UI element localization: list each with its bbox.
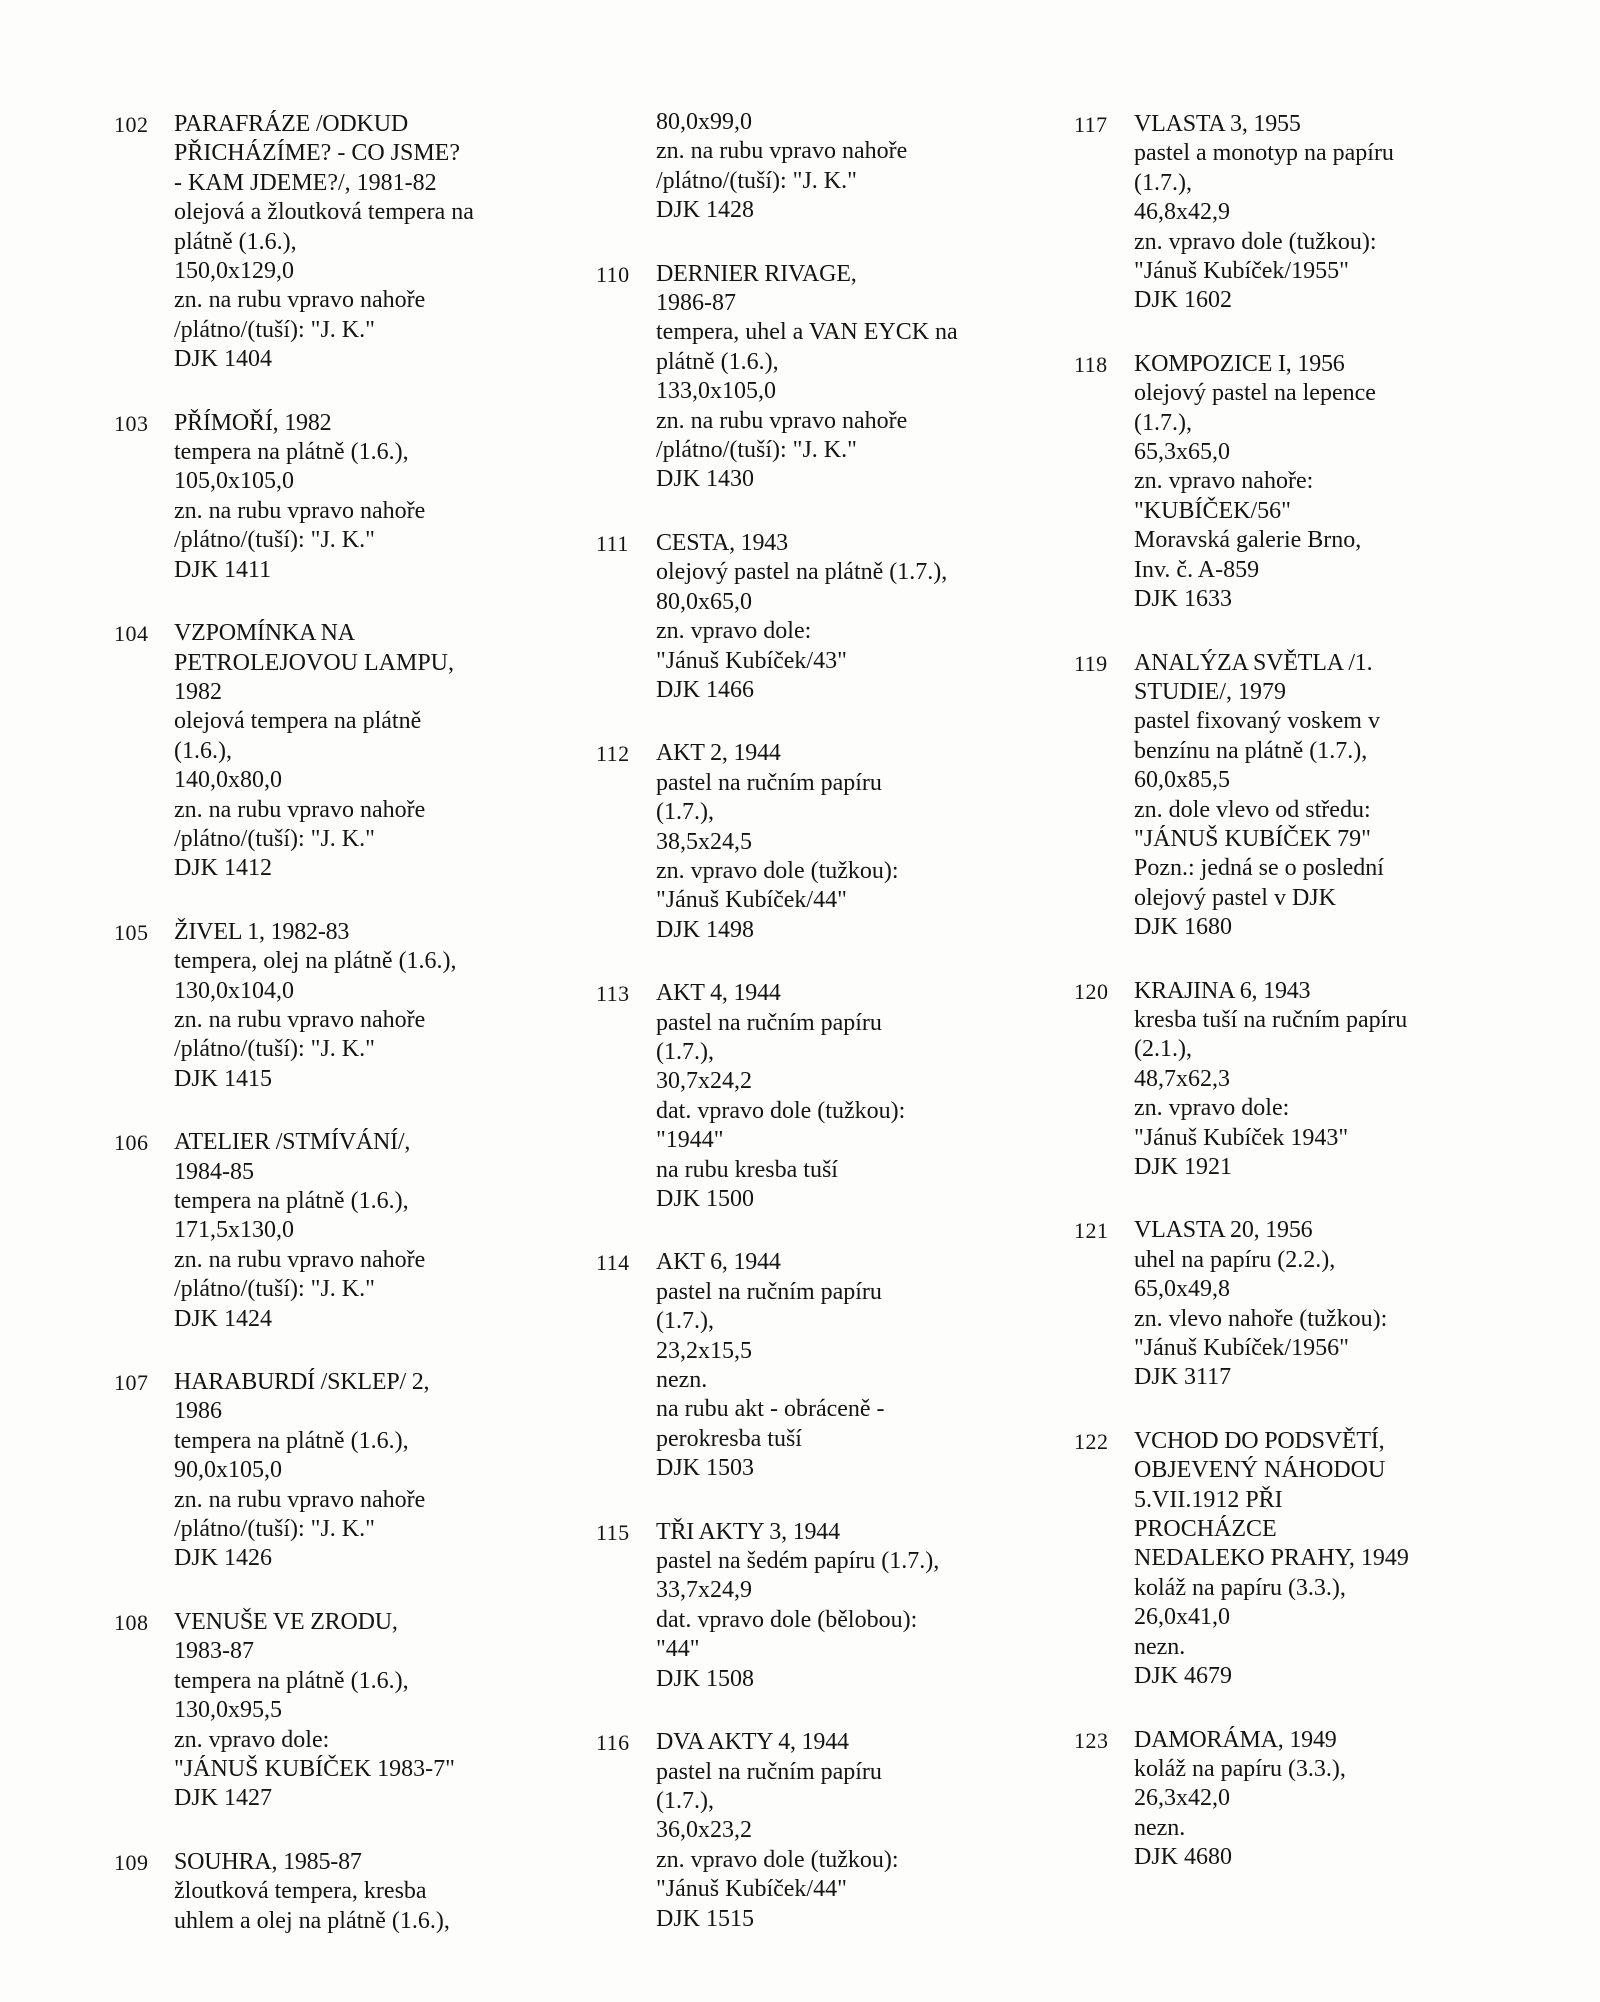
- entry-line: nezn.: [1134, 1633, 1186, 1660]
- entry-line: 1986: [174, 1398, 222, 1425]
- entry-line: 80,0x99,0: [656, 109, 752, 135]
- entry-line: (1.7.),: [1134, 409, 1192, 436]
- entry-number: 105: [114, 919, 149, 945]
- entry-line: 105,0x105,0: [174, 468, 294, 495]
- column-2: [596, 110, 1036, 1968]
- entry-number: 109: [114, 1849, 149, 1875]
- entry-line: /plátno/(tuší): "J. K.": [174, 1276, 375, 1303]
- entry-line: zn. vpravo dole (tužkou):: [1134, 228, 1377, 255]
- entry-title: DERNIER RIVAGE,: [656, 260, 857, 287]
- entry-title: VLASTA 3, 1955: [1134, 111, 1301, 137]
- entry-line: "44": [656, 1636, 700, 1663]
- entry-line: /plátno/(tuší): "J. K.": [174, 1036, 375, 1063]
- catalogue-entry: [1074, 649, 1514, 943]
- entry-line: perokresba tuší: [656, 1425, 802, 1452]
- entry-number: 114: [596, 1250, 630, 1276]
- entry-line: zn. na rubu vpravo nahoře: [174, 1246, 426, 1273]
- entry-line: DJK 1633: [1134, 586, 1233, 613]
- entry-line: zn. na rubu vpravo nahoře: [174, 1006, 426, 1033]
- entry-line: pastel na ručním papíru: [656, 769, 882, 796]
- entry-line: 33,7x24,9: [656, 1577, 752, 1604]
- entry-number: 116: [596, 1730, 630, 1756]
- entry-line: tempera na plátně (1.6.),: [174, 439, 409, 466]
- entry-line: DJK 3117: [1134, 1364, 1232, 1391]
- catalogue-entry: [596, 739, 1036, 945]
- entry-line: (1.7.),: [656, 1038, 714, 1065]
- entry-line: 150,0x129,0: [174, 258, 294, 285]
- entry-line: "Jánuš Kubíček/43": [656, 647, 847, 674]
- entry-line: 90,0x105,0: [174, 1457, 282, 1484]
- catalogue-entry: [1074, 1726, 1514, 1873]
- catalogue-entry: [596, 1728, 1036, 1934]
- entry-line: na rubu kresba tuší: [656, 1156, 838, 1183]
- entry-number: 118: [1074, 351, 1108, 377]
- entry-line: PROCHÁZCE: [1134, 1516, 1277, 1543]
- entry-line: pastel na ručním papíru: [656, 1278, 882, 1305]
- entry-line: OBJEVENÝ NÁHODOU: [1134, 1457, 1386, 1484]
- entry-line: DJK 1412: [174, 855, 273, 882]
- entry-line: zn. na rubu vpravo nahoře: [174, 287, 426, 314]
- entry-line: 60,0x85,5: [1134, 767, 1230, 794]
- entry-number: 102: [114, 112, 149, 137]
- entry-line: 80,0x65,0: [656, 588, 752, 615]
- entry-title: HARABURDÍ /SKLEP/ 2,: [174, 1369, 430, 1396]
- entry-line: (2.1.),: [1134, 1036, 1192, 1063]
- entry-title: PŘÍMOŘÍ, 1982: [174, 409, 332, 436]
- entry-line: na rubu akt - obráceně -: [656, 1396, 885, 1423]
- catalogue-entry: [114, 1128, 554, 1334]
- entry-title: DAMORÁMA, 1949: [1134, 1726, 1337, 1753]
- entry-title: VZPOMÍNKA NA: [174, 620, 355, 647]
- entry-line: "KUBÍČEK/56": [1134, 497, 1291, 524]
- entry-line: 65,3x65,0: [1134, 439, 1230, 466]
- catalogue-entry: [114, 918, 554, 1094]
- catalogue-entry: [114, 110, 554, 375]
- entry-line: zn. vpravo dole (tužkou):: [656, 1846, 899, 1873]
- catalogue-entry: [1074, 1216, 1514, 1392]
- entry-number: 117: [1074, 112, 1108, 137]
- entry-number: 122: [1074, 1428, 1109, 1454]
- entry-title: KRAJINA 6, 1943: [1134, 977, 1311, 1004]
- entry-number: 110: [596, 261, 630, 287]
- entry-title: VLASTA 20, 1956: [1134, 1217, 1313, 1244]
- entry-line: 140,0x80,0: [174, 767, 282, 794]
- entry-title: VCHOD DO PODSVĚTÍ,: [1134, 1427, 1385, 1454]
- entry-line: 30,7x24,2: [656, 1068, 752, 1095]
- entry-line: tempera na plátně (1.6.),: [174, 1667, 409, 1694]
- entry-line: olejová a žloutková tempera na: [174, 199, 474, 226]
- entry-line: DJK 1515: [656, 1905, 755, 1932]
- entry-line: - KAM JDEME?/, 1981-82: [174, 169, 437, 196]
- entry-line: DJK 1500: [656, 1186, 755, 1212]
- entry-title: AKT 6, 1944: [656, 1249, 781, 1276]
- entry-line: "Jánuš Kubíček/1955": [1134, 258, 1349, 285]
- entry-line: 38,5x24,5: [656, 828, 752, 855]
- entry-title: CESTA, 1943: [656, 529, 788, 556]
- entry-line: PŘICHÁZÍME? - CO JSME?: [174, 140, 460, 167]
- entry-line: olejový pastel na lepence: [1134, 380, 1376, 407]
- entry-line: 1983-87: [174, 1638, 254, 1665]
- entry-line: zn. na rubu vpravo nahoře: [174, 796, 426, 823]
- entry-line: /plátno/(tuší): "J. K.": [656, 167, 857, 194]
- entry-title: KOMPOZICE I, 1956: [1134, 350, 1345, 377]
- entry-line: plátně (1.6.),: [174, 228, 297, 255]
- entry-line: benzínu na plátně (1.7.),: [1134, 737, 1368, 764]
- entry-line: zn. vpravo dole:: [656, 618, 812, 645]
- entry-line: DJK 1921: [1134, 1154, 1233, 1180]
- entry-title: ANALÝZA SVĚTLA /1.: [1134, 649, 1373, 676]
- catalogue-entry: [1074, 110, 1514, 316]
- entry-line: 171,5x130,0: [174, 1217, 294, 1244]
- entry-line: DJK 1415: [174, 1065, 273, 1092]
- entry-title: TŘI AKTY 3, 1944: [656, 1518, 840, 1545]
- entry-line: (1.6.),: [174, 737, 232, 764]
- entry-line: 26,3x42,0: [1134, 1785, 1230, 1812]
- entry-line: DJK 1466: [656, 676, 755, 703]
- entry-number: 120: [1074, 978, 1109, 1004]
- entry-line: DJK 4680: [1134, 1844, 1233, 1871]
- entry-line: DJK 1503: [656, 1455, 755, 1482]
- entry-title: DVA AKTY 4, 1944: [656, 1729, 849, 1756]
- entry-line: 1982: [174, 678, 222, 705]
- entry-line: "JÁNUŠ KUBÍČEK 1983-7": [174, 1755, 455, 1782]
- entry-line: tempera na plátně (1.6.),: [174, 1427, 409, 1454]
- entry-line: plátně (1.6.),: [656, 348, 779, 375]
- entry-line: "Jánuš Kubíček/44": [656, 1876, 847, 1903]
- entry-line: DJK 1424: [174, 1305, 273, 1332]
- entry-line: pastel fixovaný voskem v: [1134, 708, 1380, 735]
- entry-number: 121: [1074, 1218, 1109, 1244]
- entry-line: nezn.: [656, 1367, 708, 1394]
- catalogue-entry: [114, 409, 554, 585]
- entry-line: "1944": [656, 1127, 724, 1154]
- entry-title: VENUŠE VE ZRODU,: [174, 1608, 398, 1635]
- entry-line: /plátno/(tuší): "J. K.": [656, 437, 857, 464]
- entry-line: olejový pastel na plátně (1.7.),: [656, 559, 948, 586]
- catalogue-entry: [114, 619, 554, 884]
- entry-number: 112: [596, 741, 630, 767]
- entry-line: "Jánuš Kubíček/44": [656, 887, 847, 914]
- catalogue-entry: [596, 529, 1036, 705]
- entry-line: zn. na rubu vpravo nahoře: [174, 1486, 426, 1513]
- catalogue-entry: [114, 1848, 554, 1936]
- entry-title: AKT 4, 1944: [656, 980, 781, 1007]
- entry-line: DJK 1602: [1134, 287, 1233, 314]
- catalogue-entry: [596, 1248, 1036, 1483]
- entry-line: 23,2x15,5: [656, 1337, 752, 1364]
- catalogue-entry: [1074, 1427, 1514, 1692]
- entry-line: olejový pastel v DJK: [1134, 884, 1336, 911]
- entry-line: tempera, olej na plátně (1.6.),: [174, 948, 457, 975]
- entry-line: 46,8x42,9: [1134, 199, 1230, 226]
- entry-number: 106: [114, 1130, 149, 1156]
- entry-number: 113: [596, 981, 630, 1007]
- entry-line: (1.7.),: [656, 1787, 714, 1814]
- entry-line: dat. vpravo dole (bělobou):: [656, 1606, 918, 1633]
- entry-line: DJK 1498: [656, 916, 755, 943]
- entry-line: 65,0x49,8: [1134, 1276, 1230, 1303]
- entry-line: zn. vlevo nahoře (tužkou):: [1134, 1305, 1388, 1332]
- entry-line: DJK 4679: [1134, 1663, 1233, 1690]
- entry-line: (1.7.),: [1134, 169, 1192, 196]
- entry-line: DJK 1428: [656, 197, 755, 224]
- entry-line: DJK 1680: [1134, 914, 1233, 941]
- entry-line: "JÁNUŠ KUBÍČEK 79": [1134, 825, 1371, 852]
- entry-line: 133,0x105,0: [656, 378, 776, 405]
- entry-line: NEDALEKO PRAHY, 1949: [1134, 1545, 1409, 1572]
- entry-title: AKT 2, 1944: [656, 740, 781, 767]
- entry-title: SOUHRA, 1985-87: [174, 1848, 362, 1875]
- entry-line: PETROLEJOVOU LAMPU,: [174, 649, 455, 676]
- entry-line: DJK 1404: [174, 346, 273, 373]
- entry-line: zn. na rubu vpravo nahoře: [656, 138, 908, 165]
- column-3: [1074, 110, 1514, 1907]
- catalogue-entry: [1074, 977, 1514, 1183]
- entry-title: ŽIVEL 1, 1982-83: [174, 918, 350, 945]
- entry-number: 103: [114, 410, 149, 436]
- entry-number: 115: [596, 1519, 630, 1545]
- column-1: [114, 110, 554, 1970]
- entry-line: 48,7x62,3: [1134, 1065, 1230, 1092]
- entry-line: pastel na šedém papíru (1.7.),: [656, 1548, 940, 1575]
- entry-line: zn. vpravo nahoře:: [1134, 468, 1314, 495]
- entry-line: nezn.: [1134, 1814, 1186, 1841]
- entry-line: Inv. č. A-859: [1134, 556, 1260, 583]
- entry-line: DJK 1430: [656, 466, 755, 493]
- entry-title: ATELIER /STMÍVÁNÍ/,: [174, 1129, 411, 1156]
- entry-line: 5.VII.1912 PŘI: [1134, 1486, 1283, 1513]
- entry-line: (1.7.),: [656, 799, 714, 826]
- entry-line: olejová tempera na plátně: [174, 708, 422, 735]
- entry-line: pastel na ručním papíru: [656, 1009, 882, 1036]
- catalogue-entry: [596, 260, 1036, 495]
- entry-line: 130,0x104,0: [174, 977, 294, 1004]
- entry-line: uhlem a olej na plátně (1.6.),: [174, 1907, 450, 1934]
- entry-line: Moravská galerie Brno,: [1134, 527, 1362, 554]
- entry-line: zn. na rubu vpravo nahoře: [656, 407, 908, 434]
- catalogue-entry: [1074, 350, 1514, 615]
- entry-line: kresba tuší na ručním papíru: [1134, 1006, 1408, 1033]
- entry-number: 108: [114, 1609, 149, 1635]
- entry-number: 107: [114, 1370, 149, 1396]
- entry-number: 111: [596, 530, 629, 556]
- entry-line: tempera na plátně (1.6.),: [174, 1188, 409, 1214]
- catalogue-entry: [596, 979, 1036, 1214]
- entry-number: 123: [1074, 1727, 1109, 1753]
- entry-line: tempera, uhel a VAN EYCK na: [656, 319, 958, 346]
- entry-line: DJK 1508: [656, 1665, 755, 1692]
- entry-line: STUDIE/, 1979: [1134, 678, 1286, 705]
- catalogue-entry: [114, 1368, 554, 1574]
- entry-line: DJK 1426: [174, 1545, 273, 1572]
- entry-line: zn. vpravo dole:: [174, 1726, 330, 1753]
- entry-line: Pozn.: jedná se o poslední: [1134, 855, 1384, 882]
- entry-line: dat. vpravo dole (tužkou):: [656, 1097, 906, 1124]
- entry-line: 130,0x95,5: [174, 1697, 282, 1724]
- entry-line: /plátno/(tuší): "J. K.": [174, 1516, 375, 1543]
- entry-line: koláž na papíru (3.3.),: [1134, 1574, 1346, 1601]
- entry-line: zn. vpravo dole (tužkou):: [656, 857, 899, 884]
- entry-line: zn. na rubu vpravo nahoře: [174, 497, 426, 524]
- entry-line: uhel na papíru (2.2.),: [1134, 1246, 1336, 1273]
- entry-line: žloutková tempera, kresba: [174, 1878, 427, 1905]
- entry-line: zn. dole vlevo od středu:: [1134, 796, 1371, 823]
- entry-line: pastel na ručním papíru: [656, 1758, 882, 1785]
- catalogue-entry: [114, 1608, 554, 1814]
- entry-line: /plátno/(tuší): "J. K.": [174, 316, 375, 343]
- entry-line: (1.7.),: [656, 1308, 714, 1335]
- entry-number: 119: [1074, 650, 1108, 676]
- catalogue-entry: [596, 1518, 1036, 1694]
- entry-line: "Jánuš Kubíček 1943": [1134, 1124, 1349, 1151]
- catalogue-entry: [596, 108, 1036, 226]
- entry-title: PARAFRÁZE /ODKUD: [174, 111, 408, 137]
- entry-line: 26,0x41,0: [1134, 1604, 1230, 1631]
- entry-number: 104: [114, 621, 149, 647]
- entry-line: pastel a monotyp na papíru: [1134, 140, 1394, 167]
- entry-line: zn. vpravo dole:: [1134, 1095, 1290, 1122]
- entry-line: 36,0x23,2: [656, 1817, 752, 1844]
- entry-line: 1984-85: [174, 1158, 254, 1185]
- entry-line: DJK 1411: [174, 556, 272, 583]
- entry-line: /plátno/(tuší): "J. K.": [174, 825, 375, 852]
- entry-line: /plátno/(tuší): "J. K.": [174, 527, 375, 554]
- entry-line: 1986-87: [656, 290, 736, 317]
- entry-line: koláž na papíru (3.3.),: [1134, 1755, 1346, 1782]
- entry-line: DJK 1427: [174, 1785, 273, 1812]
- entry-line: "Jánuš Kubíček/1956": [1134, 1335, 1349, 1362]
